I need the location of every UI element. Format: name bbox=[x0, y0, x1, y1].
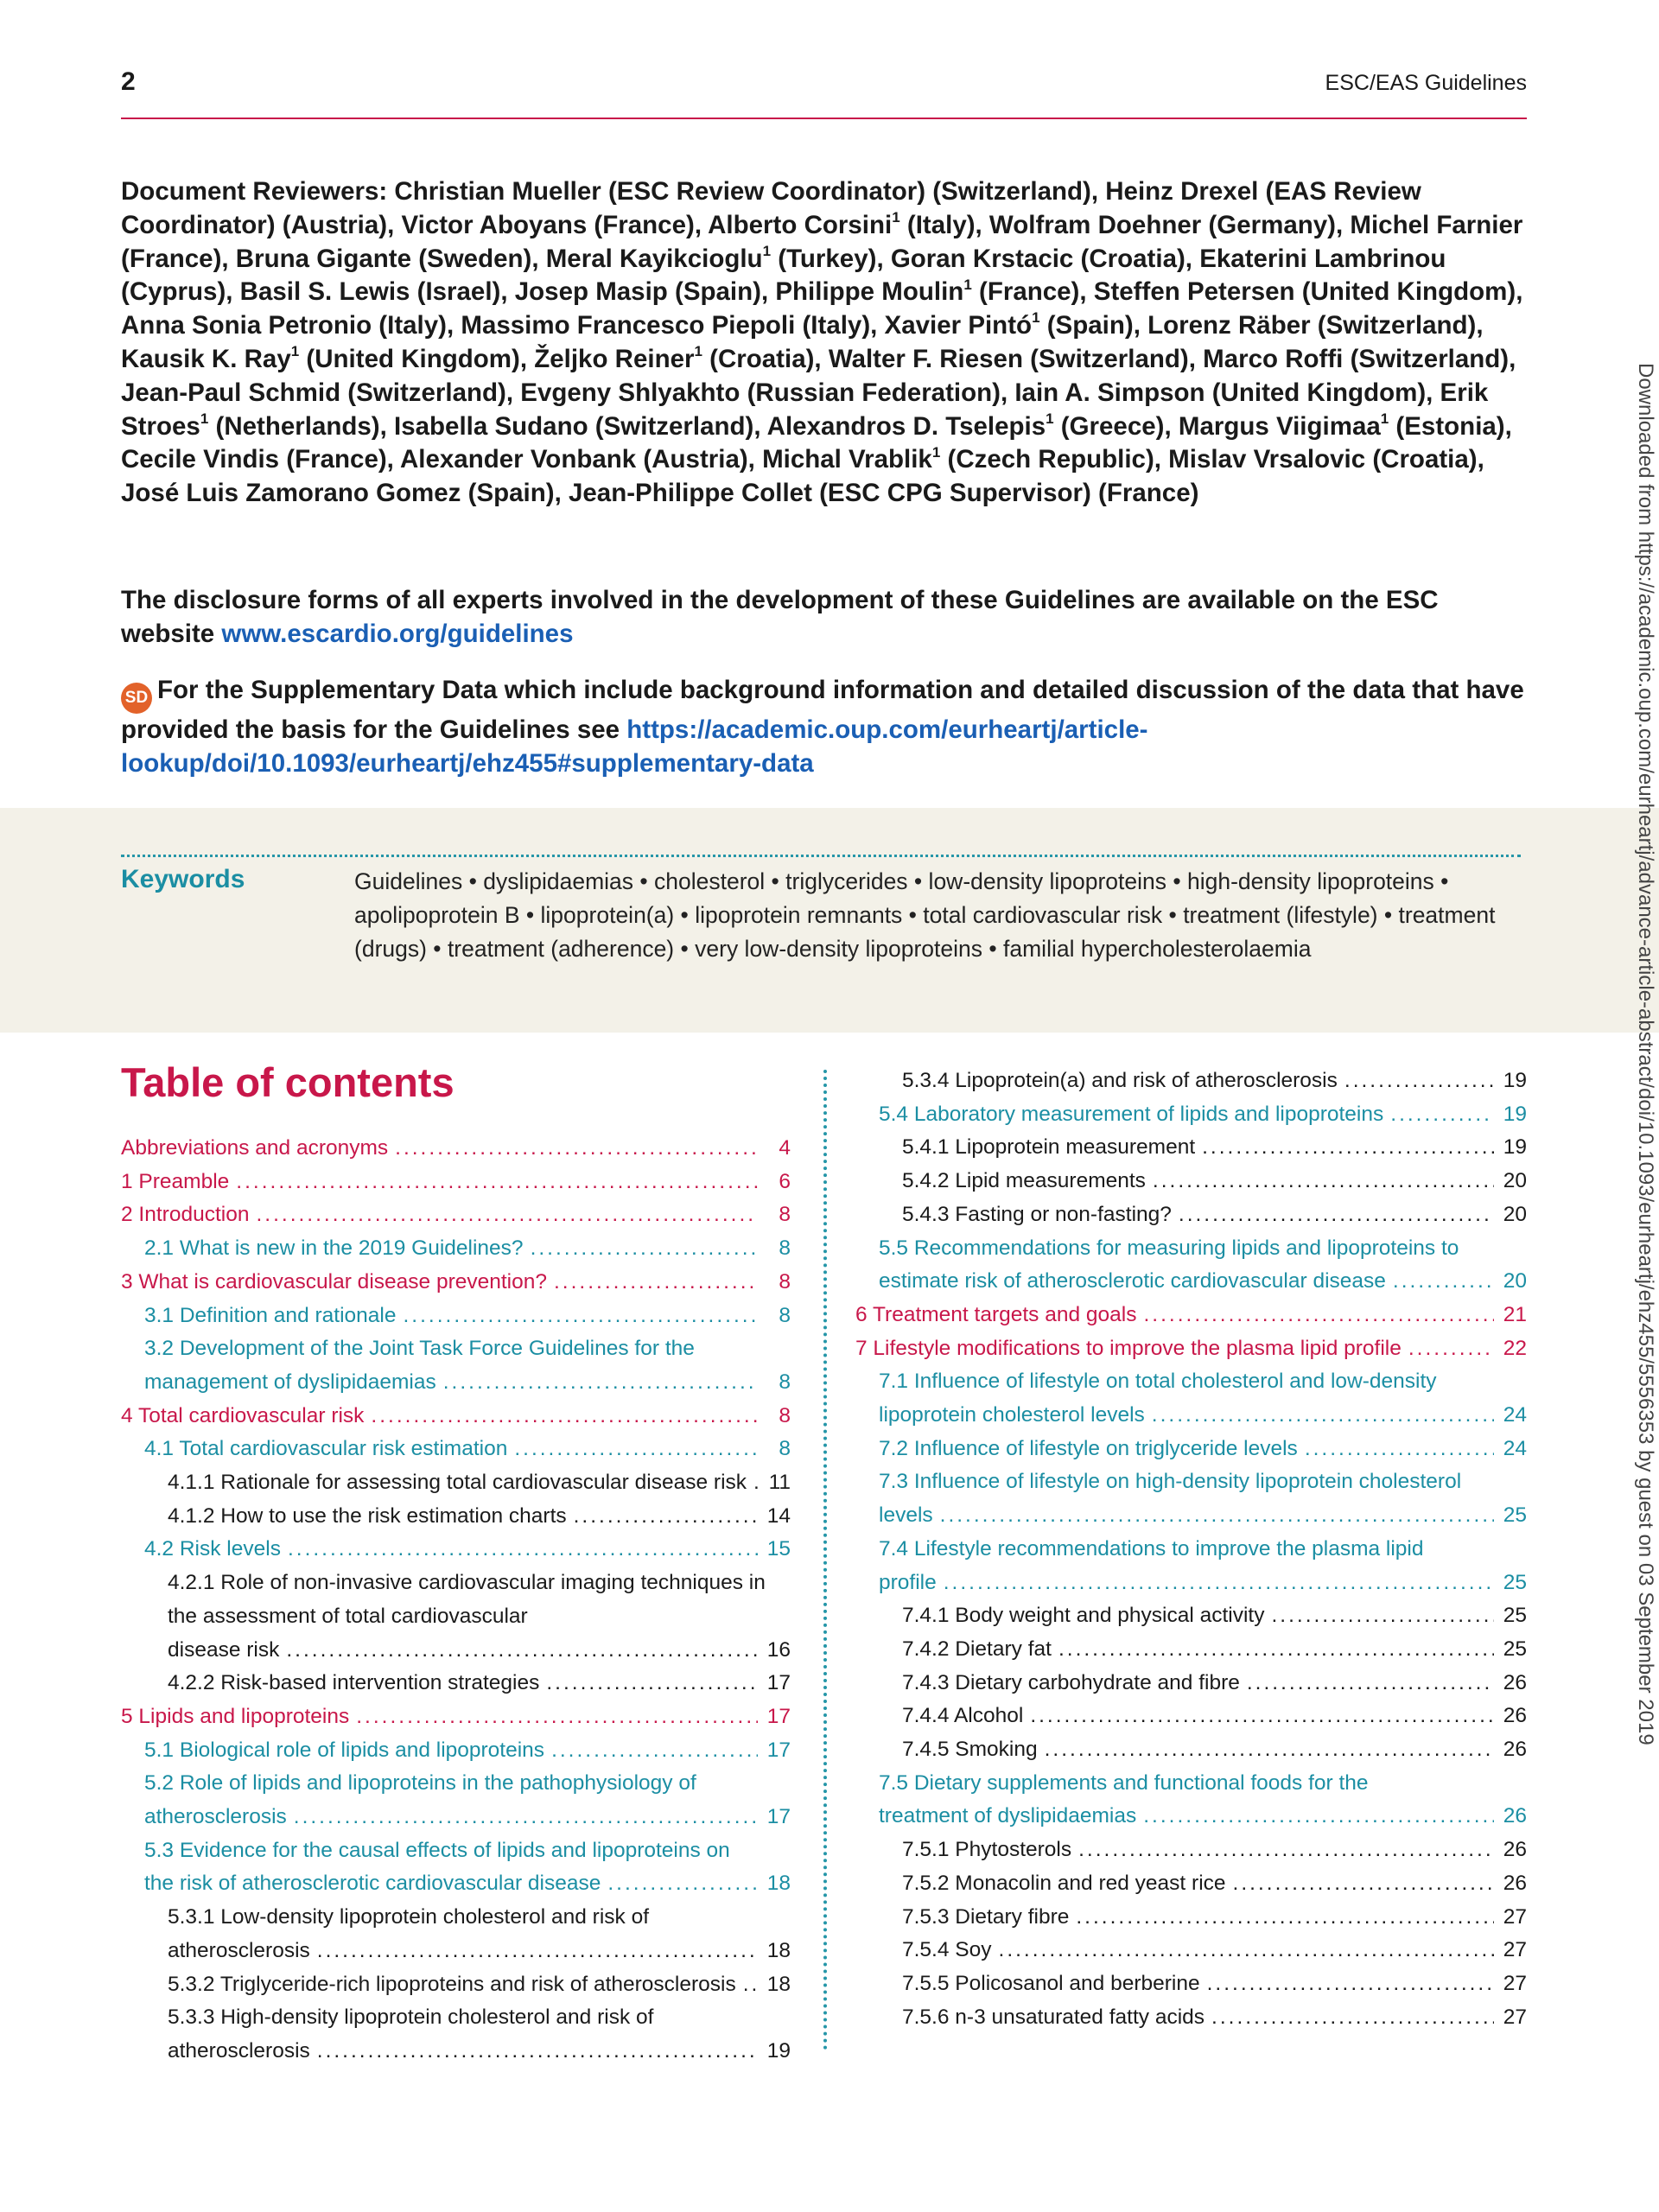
toc-entry-title: the risk of atherosclerotic cardiovascular disease bbox=[144, 1872, 601, 1896]
keywords-text: Guidelines • dyslipidaemias • cholesterol • triglycerides • low-density lipoproteins • high-density lipoproteins • apolipoprotein B • lipoprotein(a) • lipoprotein remnants • total cardiovascular risk • treatment (lifestyle) • treatment (drugs) • treatment (adherence) • very low-density lipoproteins • familial hypercholesterolaemia bbox=[354, 868, 1496, 962]
toc-entry-title: 5.4.3 Fasting or non-fasting? bbox=[902, 1202, 1172, 1226]
toc-entry-title: 5 Lipids and lipoproteins bbox=[121, 1704, 350, 1728]
toc-entry-title: 7.5.5 Policosanol and berberine bbox=[902, 1971, 1200, 1995]
toc-entry[interactable] bbox=[855, 1065, 1527, 1098]
toc-leader-dots bbox=[1058, 1633, 1494, 1667]
toc-leader-dots bbox=[514, 1433, 758, 1466]
toc-entry-title: 6 Treatment targets and goals bbox=[855, 1302, 1137, 1326]
toc-entry-title: 4 Total cardiovascular risk bbox=[121, 1403, 365, 1427]
toc-entry[interactable] bbox=[855, 1834, 1527, 1867]
toc-page-number: 26 bbox=[1503, 1704, 1527, 1728]
toc-entry[interactable] bbox=[855, 1332, 1527, 1366]
toc-entry[interactable] bbox=[855, 1098, 1527, 1132]
toc-leader-dots bbox=[1153, 1165, 1494, 1198]
toc-entry-title-line: 5.3 Evidence for the causal effects of lipids and lipoproteins on bbox=[144, 1838, 730, 1862]
toc-entry[interactable] bbox=[121, 1166, 791, 1199]
toc-entry-title: 5.1 Biological role of lipids and lipoproteins bbox=[144, 1738, 545, 1762]
toc-entry-title-line: 5.3.3 High-density lipoprotein cholesterol and risk of bbox=[168, 2005, 654, 2030]
toc-entry-title-line: 5.5 Recommendations for measuring lipids and lipoproteins to bbox=[879, 1236, 1459, 1260]
toc-leader-dots bbox=[1305, 1433, 1494, 1466]
toc-page-number: 14 bbox=[766, 1503, 791, 1528]
toc-entry-title: estimate risk of atherosclerotic cardiovascular disease bbox=[879, 1269, 1386, 1294]
toc-entry-title: 5.4.2 Lipid measurements bbox=[902, 1169, 1146, 1193]
toc-entry[interactable] bbox=[121, 1466, 791, 1500]
reviewers-text: (Croatia), Walter F. Riesen (Switzerland), Marco Roffi (Switzerland), Jean-Paul Schmid (Switzerland), Evgeny Shlyakhto (Russian Federation), Iain A. Simpson (United Kingdom), Erik Stroes bbox=[121, 344, 1516, 441]
toc-page-number: 27 bbox=[1503, 1971, 1527, 1995]
toc-leader-dots bbox=[1030, 1700, 1494, 1733]
toc-leader-dots bbox=[1393, 1265, 1494, 1299]
affiliation-superscript: 1 bbox=[892, 208, 900, 226]
toc-page-number: 11 bbox=[768, 1471, 791, 1495]
toc-page-number: 27 bbox=[1503, 1904, 1527, 1929]
toc-entry[interactable] bbox=[855, 1365, 1527, 1432]
toc-leader-dots bbox=[371, 1400, 758, 1433]
toc-entry-title: lipoprotein cholesterol levels bbox=[879, 1403, 1145, 1427]
toc-leader-dots bbox=[288, 1533, 758, 1567]
toc-entry-title: atherosclerosis bbox=[168, 1938, 310, 1962]
toc-leader-dots bbox=[1078, 1834, 1494, 1867]
toc-entry-title-line: 4.2.1 Role of non-invasive cardiovascular imaging techniques in the assessment of total cardiovascular bbox=[168, 1571, 766, 1628]
reviewers-text: (Estonia), Cecile Vindis (France), Alexander Vonbank (Austria), Michal Vrablik bbox=[121, 411, 1512, 474]
toc-entry-title: 7 Lifestyle modifications to improve the plasma lipid profile bbox=[855, 1336, 1402, 1360]
toc-leader-dots bbox=[546, 1667, 758, 1700]
toc-entry[interactable] bbox=[121, 1968, 791, 2002]
toc-entry[interactable] bbox=[121, 1500, 791, 1534]
reviewers-text: (Czech Republic), Mislav Vrsalovic (Croatia), José Luis Zamorano Gomez (Spain), Jean-Philippe Collet (ESC CPG Supervisor) (France) bbox=[121, 445, 1484, 508]
toc-entry[interactable] bbox=[121, 1198, 791, 1232]
supplementary-data-note bbox=[121, 674, 1534, 781]
toc-entry-title: 2.1 What is new in the 2019 Guidelines? bbox=[144, 1236, 524, 1261]
toc-entry-title-line: 7.1 Influence of lifestyle on total cholesterol and low-density bbox=[879, 1370, 1437, 1394]
toc-entry-title: 4.1.1 Rationale for assessing total cardiovascular disease risk bbox=[168, 1471, 747, 1495]
affiliation-superscript: 1 bbox=[1046, 410, 1054, 427]
supplementary-link[interactable]: https://academic.oup.com/eurheartj/article-lookup/doi/10.1093/eurheartj/ehz455#supplementary-data bbox=[121, 715, 1148, 778]
toc-entry-title: atherosclerosis bbox=[168, 2038, 310, 2063]
toc-entry-title: 7.4.2 Dietary fat bbox=[902, 1637, 1052, 1661]
toc-page-number: 19 bbox=[766, 2038, 791, 2063]
toc-page-number: 18 bbox=[766, 1872, 791, 1896]
affiliation-superscript: 1 bbox=[200, 410, 209, 427]
toc-leader-dots bbox=[1233, 1867, 1494, 1901]
toc-entry-title: 4.1 Total cardiovascular risk estimation bbox=[144, 1437, 508, 1461]
toc-entry[interactable] bbox=[855, 1299, 1527, 1332]
toc-page-number: 25 bbox=[1503, 1503, 1527, 1528]
toc-page-number: 6 bbox=[779, 1169, 791, 1193]
toc-page-number: 17 bbox=[766, 1671, 791, 1695]
toc-entry[interactable] bbox=[855, 1131, 1527, 1165]
toc-page-number: 20 bbox=[1503, 1169, 1527, 1193]
keywords-label: Keywords bbox=[121, 865, 245, 893]
toc-leader-dots bbox=[531, 1232, 758, 1266]
toc-entry[interactable] bbox=[855, 1165, 1527, 1198]
toc-page-number: 25 bbox=[1503, 1604, 1527, 1628]
toc-entry[interactable] bbox=[121, 1767, 791, 1834]
toc-entry[interactable] bbox=[855, 1767, 1527, 1834]
toc-leader-dots bbox=[1152, 1399, 1494, 1433]
toc-leader-dots bbox=[356, 1700, 758, 1734]
toc-entry-title: 7.5.1 Phytosterols bbox=[902, 1838, 1072, 1862]
reviewers-label: Document Reviewers: bbox=[121, 177, 388, 206]
toc-entry-title: 4.1.2 How to use the risk estimation charts bbox=[168, 1503, 567, 1528]
toc-entry[interactable] bbox=[855, 1599, 1527, 1633]
disclosure-statement bbox=[121, 584, 1534, 652]
toc-leader-dots bbox=[1045, 1733, 1494, 1767]
toc-entry[interactable] bbox=[855, 2001, 1527, 2035]
reviewers-text: (Greece), Margus Viigimaa bbox=[1053, 411, 1381, 441]
toc-page-number: 4 bbox=[779, 1136, 791, 1160]
toc-entry-title-line: 7.3 Influence of lifestyle on high-density lipoprotein cholesterol bbox=[879, 1470, 1462, 1494]
toc-leader-dots bbox=[317, 1935, 758, 1968]
toc-page-number: 26 bbox=[1503, 1738, 1527, 1762]
toc-leader-dots bbox=[944, 1567, 1494, 1600]
reviewers-text: (Netherlands), Isabella Sudano (Switzerland), Alexandros D. Tselepis bbox=[208, 411, 1046, 441]
toc-page-number: 25 bbox=[1503, 1570, 1527, 1594]
toc-entry[interactable] bbox=[855, 1465, 1527, 1532]
toc-page-number: 8 bbox=[779, 1269, 791, 1294]
toc-leader-dots bbox=[1247, 1667, 1494, 1700]
toc-page-number: 16 bbox=[766, 1637, 791, 1662]
affiliation-superscript: 1 bbox=[290, 343, 300, 360]
toc-entry[interactable] bbox=[855, 1433, 1527, 1466]
toc-leader-dots bbox=[256, 1198, 758, 1232]
toc-leader-dots bbox=[743, 1968, 758, 2002]
toc-leader-dots bbox=[1271, 1599, 1494, 1633]
download-side-note: Downloaded from https://academic.oup.com/eurheartj/advance-article-abstract/doi/10.1093/eurheartj/ehz455/5556353 by guest on 03 September 2019 bbox=[1634, 363, 1657, 1745]
toc-leader-dots bbox=[753, 1466, 758, 1500]
toc-entry[interactable] bbox=[855, 1198, 1527, 1232]
toc-left-column bbox=[121, 1132, 791, 2069]
toc-page-number: 15 bbox=[766, 1537, 791, 1561]
toc-entry-title: profile bbox=[879, 1570, 937, 1594]
toc-entry[interactable] bbox=[855, 1901, 1527, 1935]
toc-entry[interactable] bbox=[855, 1700, 1527, 1733]
toc-leader-dots bbox=[1207, 1967, 1494, 2001]
toc-column-divider bbox=[823, 1070, 827, 2050]
toc-entry[interactable] bbox=[121, 1700, 791, 1734]
reviewers-text: (Italy), Wolfram Doehner (Germany), Michel Farnier (France), Bruna Gigante (Sweden), Meral Kayikcioglu bbox=[121, 210, 1523, 273]
toc-page-number: 18 bbox=[766, 1972, 791, 1996]
toc-title: Table of contents bbox=[121, 1059, 454, 1105]
toc-page-number: 8 bbox=[779, 1403, 791, 1427]
toc-entry-title: Abbreviations and acronyms bbox=[121, 1136, 389, 1160]
toc-entry[interactable] bbox=[121, 1400, 791, 1433]
toc-leader-dots bbox=[403, 1300, 758, 1333]
toc-leader-dots bbox=[1408, 1332, 1494, 1366]
toc-page-number: 19 bbox=[1503, 1069, 1527, 1092]
toc-entry[interactable] bbox=[121, 1300, 791, 1333]
supplementary-text: For the Supplementary Data which include background information and detailed discussion of the data that have provided the basis for the Guidelines see bbox=[121, 676, 1524, 744]
toc-entry[interactable] bbox=[855, 1667, 1527, 1700]
toc-entry[interactable] bbox=[121, 1734, 791, 1768]
toc-entry[interactable] bbox=[855, 1633, 1527, 1667]
toc-page-number: 8 bbox=[779, 1437, 791, 1461]
toc-leader-dots bbox=[286, 1634, 758, 1668]
toc-page-number: 8 bbox=[779, 1236, 791, 1261]
toc-leader-dots bbox=[317, 2035, 758, 2069]
affiliation-superscript: 1 bbox=[931, 443, 941, 461]
toc-entry[interactable] bbox=[855, 1867, 1527, 1901]
affiliation-superscript: 1 bbox=[1032, 309, 1040, 327]
toc-entry[interactable] bbox=[121, 1834, 791, 1901]
toc-entry-title-line: 5.2 Role of lipids and lipoproteins in the pathophysiology of bbox=[144, 1771, 696, 1796]
toc-entry-title: 1 Preamble bbox=[121, 1169, 230, 1193]
toc-entry-title: 7.4.5 Smoking bbox=[902, 1738, 1038, 1762]
toc-page-number: 27 bbox=[1503, 1938, 1527, 1962]
toc-entry[interactable] bbox=[121, 1433, 791, 1466]
toc-entry[interactable] bbox=[121, 1266, 791, 1300]
toc-entry-title: 4.2.2 Risk-based intervention strategies bbox=[168, 1671, 540, 1695]
toc-entry-title: treatment of dyslipidaemias bbox=[879, 1804, 1137, 1828]
toc-entry[interactable] bbox=[855, 1967, 1527, 2001]
toc-entry[interactable] bbox=[121, 1332, 791, 1399]
toc-leader-dots bbox=[1144, 1299, 1495, 1332]
toc-leader-dots bbox=[1202, 1131, 1494, 1165]
running-head: ESC/EAS Guidelines bbox=[1325, 71, 1527, 95]
toc-page-number: 8 bbox=[779, 1203, 791, 1227]
toc-entry-title: 7.4.4 Alcohol bbox=[902, 1704, 1024, 1728]
toc-entry[interactable] bbox=[121, 1232, 791, 1266]
toc-entry[interactable] bbox=[121, 1667, 791, 1700]
toc-leader-dots bbox=[1179, 1198, 1494, 1232]
toc-leader-dots bbox=[395, 1132, 758, 1166]
toc-page-number: 26 bbox=[1503, 1838, 1527, 1862]
toc-entry-title-line: 5.3.1 Low-density lipoprotein cholesterol and risk of bbox=[168, 1905, 650, 1929]
toc-entry-title: 5.3.4 Lipoprotein(a) and risk of atherosclerosis bbox=[902, 1069, 1338, 1092]
toc-entry-title-line: 7.5 Dietary supplements and functional foods for the bbox=[879, 1770, 1369, 1795]
reviewers-text: (United Kingdom), Željko Reiner bbox=[299, 344, 695, 373]
toc-entry-title: 2 Introduction bbox=[121, 1203, 250, 1227]
toc-leader-dots bbox=[607, 1867, 758, 1901]
toc-leader-dots bbox=[554, 1266, 758, 1300]
toc-leader-dots bbox=[1143, 1800, 1494, 1834]
toc-entry-title: 7.5.4 Soy bbox=[902, 1938, 992, 1962]
toc-page-number: 22 bbox=[1503, 1336, 1527, 1360]
affiliation-superscript: 1 bbox=[963, 276, 972, 293]
toc-entry[interactable] bbox=[855, 1533, 1527, 1599]
toc-page-number: 17 bbox=[766, 1805, 791, 1829]
toc-leader-dots bbox=[1211, 2001, 1494, 2035]
toc-entry-title: 5.3.2 Triglyceride-rich lipoproteins and risk of atherosclerosis bbox=[168, 1972, 736, 1996]
reviewers-text: (France), Steffen Petersen (United Kingdom), Anna Sonia Petronio (Italy), Massimo Francesco Piepoli (Italy), Xavier Pintó bbox=[121, 277, 1523, 340]
toc-leader-dots bbox=[1390, 1098, 1494, 1132]
toc-entry-title: 3 What is cardiovascular disease prevention? bbox=[121, 1269, 547, 1294]
toc-page-number: 24 bbox=[1503, 1403, 1527, 1427]
toc-page-number: 26 bbox=[1503, 1871, 1527, 1895]
toc-page-number: 26 bbox=[1503, 1804, 1527, 1828]
reviewers-text: (Turkey), Goran Krstacic (Croatia), Ekaterini Lambrinou (Cyprus), Basil S. Lewis (Israel), Josep Masip (Spain), Philippe Moulin bbox=[121, 244, 1446, 307]
toc-entry[interactable] bbox=[121, 1533, 791, 1567]
toc-page-number: 17 bbox=[766, 1738, 791, 1762]
toc-leader-dots bbox=[999, 1934, 1494, 1967]
toc-leader-dots bbox=[294, 1801, 758, 1834]
toc-page-number: 24 bbox=[1503, 1436, 1527, 1460]
toc-entry-title: disease risk bbox=[168, 1637, 280, 1662]
toc-entry-title: 3.1 Definition and rationale bbox=[144, 1303, 397, 1327]
toc-page-number: 26 bbox=[1503, 1670, 1527, 1694]
page-number: 2 bbox=[121, 67, 136, 96]
toc-entry-title: 7.5.6 n-3 unsaturated fatty acids bbox=[902, 2005, 1205, 2029]
toc-entry-title: 4.2 Risk levels bbox=[144, 1537, 281, 1561]
toc-page-number: 19 bbox=[1503, 1102, 1527, 1126]
toc-leader-dots bbox=[551, 1734, 758, 1768]
affiliation-superscript: 1 bbox=[762, 242, 772, 259]
toc-entry-title: 7.2 Influence of lifestyle on triglyceride levels bbox=[879, 1436, 1298, 1460]
toc-entry-title: 7.5.2 Monacolin and red yeast rice bbox=[902, 1871, 1226, 1895]
toc-entry[interactable] bbox=[121, 1132, 791, 1166]
toc-page-number: 8 bbox=[779, 1303, 791, 1327]
toc-entry-title: levels bbox=[879, 1503, 933, 1528]
supplementary-data-icon: SD bbox=[121, 683, 152, 714]
toc-leader-dots bbox=[1344, 1065, 1494, 1098]
affiliation-superscript: 1 bbox=[1380, 410, 1389, 427]
keywords-rule bbox=[121, 855, 1521, 857]
toc-page-number: 19 bbox=[1503, 1135, 1527, 1160]
toc-entry-title: 7.5.3 Dietary fibre bbox=[902, 1904, 1070, 1929]
toc-right-column bbox=[855, 1065, 1527, 2034]
reviewers-text: Christian Mueller (ESC Review Coordinator) (Switzerland), Heinz Drexel (EAS Review Coordinator) (Austria), Victor Aboyans (France), Alberto Corsini bbox=[121, 177, 1421, 239]
affiliation-superscript: 1 bbox=[694, 343, 702, 360]
toc-leader-dots bbox=[236, 1166, 758, 1199]
toc-entry[interactable] bbox=[855, 1232, 1527, 1299]
header-rule bbox=[121, 118, 1527, 119]
toc-leader-dots bbox=[443, 1366, 758, 1400]
toc-page-number: 20 bbox=[1503, 1202, 1527, 1226]
escardio-link[interactable]: www.escardio.org/guidelines bbox=[221, 619, 574, 648]
toc-entry[interactable] bbox=[121, 1567, 791, 1667]
toc-page-number: 27 bbox=[1503, 2005, 1527, 2029]
toc-entry[interactable] bbox=[855, 1733, 1527, 1767]
toc-entry[interactable] bbox=[121, 1901, 791, 1967]
toc-leader-dots bbox=[574, 1500, 758, 1534]
toc-entry-title: management of dyslipidaemias bbox=[144, 1370, 436, 1394]
toc-entry-title-line: 3.2 Development of the Joint Task Force Guidelines for the bbox=[144, 1337, 695, 1361]
disclosure-text: The disclosure forms of all experts involved in the development of these Guidelines are available on the ESC website bbox=[121, 586, 1439, 648]
toc-page-number: 17 bbox=[766, 1704, 791, 1728]
toc-entry-title: 7.4.3 Dietary carbohydrate and fibre bbox=[902, 1670, 1240, 1694]
toc-page-number: 20 bbox=[1503, 1269, 1527, 1294]
toc-entry-title: 5.4.1 Lipoprotein measurement bbox=[902, 1135, 1196, 1160]
reviewers-text: (Spain), Lorenz Räber (Switzerland), Kausik K. Ray bbox=[121, 311, 1484, 373]
toc-page-number: 21 bbox=[1503, 1302, 1527, 1326]
toc-entry[interactable] bbox=[855, 1934, 1527, 1967]
toc-entry[interactable] bbox=[121, 2001, 791, 2068]
toc-leader-dots bbox=[1076, 1901, 1494, 1935]
toc-entry-title: 7.4.1 Body weight and physical activity bbox=[902, 1604, 1265, 1628]
document-reviewers bbox=[121, 175, 1534, 511]
toc-leader-dots bbox=[940, 1499, 1494, 1533]
toc-entry-title: atherosclerosis bbox=[144, 1805, 287, 1829]
toc-page-number: 18 bbox=[766, 1938, 791, 1962]
keywords-band bbox=[0, 808, 1659, 1033]
toc-entry-title: 5.4 Laboratory measurement of lipids and lipoproteins bbox=[879, 1102, 1384, 1126]
toc-page-number: 8 bbox=[779, 1370, 791, 1394]
toc-page-number: 25 bbox=[1503, 1637, 1527, 1661]
toc-entry-title-line: 7.4 Lifestyle recommendations to improve the plasma lipid bbox=[879, 1536, 1424, 1560]
